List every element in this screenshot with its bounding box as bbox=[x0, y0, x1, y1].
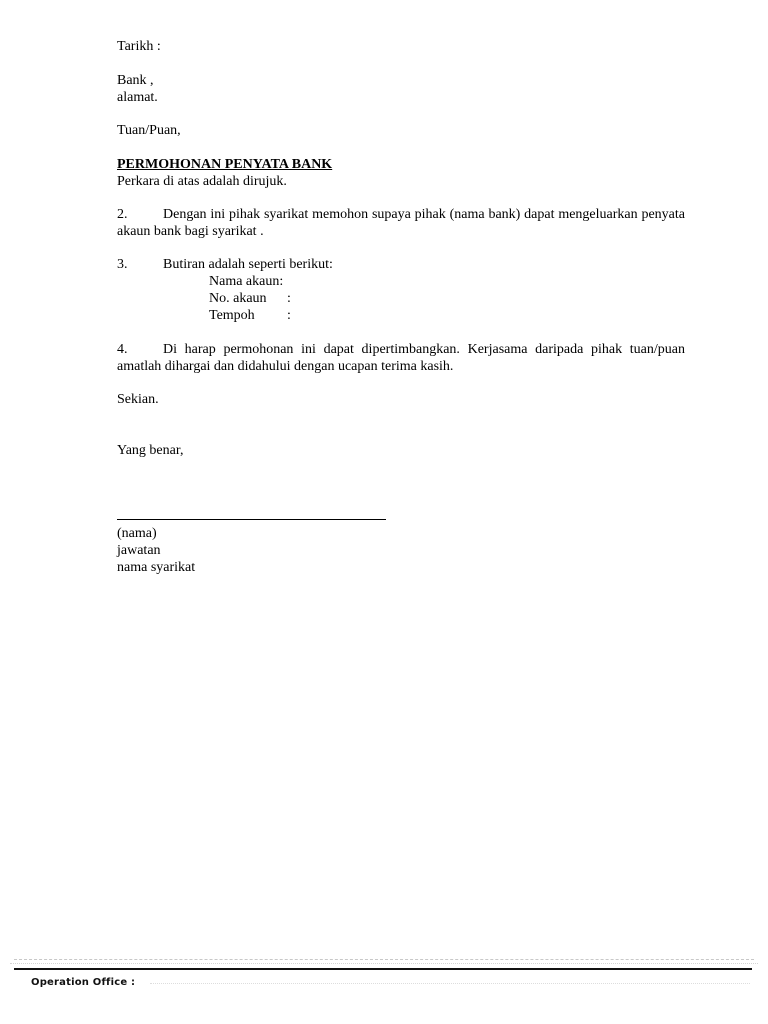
detail-row-account-number bbox=[209, 290, 291, 307]
recipient-address: alamat. bbox=[117, 90, 158, 105]
signatory-name: (nama) bbox=[117, 526, 157, 541]
detail-separator: : bbox=[287, 291, 291, 306]
paragraph-2 bbox=[117, 206, 685, 240]
detail-row-account-name bbox=[209, 273, 287, 290]
signature-line bbox=[117, 519, 386, 520]
recipient-bank: Bank , bbox=[117, 73, 154, 88]
detail-label: Nama akaun: bbox=[209, 274, 284, 289]
footer-dotted-line bbox=[150, 983, 750, 984]
detail-separator: : bbox=[287, 308, 291, 323]
subject-heading: PERMOHONAN PENYATA BANK bbox=[117, 157, 333, 172]
footer-faint-rule bbox=[14, 959, 754, 960]
salutation: Tuan/Puan, bbox=[117, 123, 181, 138]
footer-operation-office-label: Operation Office : bbox=[31, 977, 136, 988]
paragraph-number: 4. bbox=[117, 342, 128, 357]
detail-label: Tempoh bbox=[209, 308, 255, 323]
paragraph-text: Dengan ini pihak syarikat memohon supaya pihak (nama bank) dapat mengeluarkan penyata akaun bank bagi syarikat . bbox=[117, 207, 685, 239]
footer-faint-rule-2 bbox=[10, 963, 758, 964]
detail-row-period bbox=[209, 307, 291, 324]
paragraph-text: Butiran adalah seperti berikut: bbox=[163, 257, 333, 272]
date-label: Tarikh : bbox=[117, 39, 161, 54]
footer-rule bbox=[14, 968, 752, 970]
detail-label: No. akaun bbox=[209, 291, 267, 306]
paragraph-3 bbox=[117, 256, 333, 273]
signatory-position: jawatan bbox=[117, 543, 161, 558]
paragraph-4 bbox=[117, 341, 685, 375]
signatory-company: nama syarikat bbox=[117, 560, 196, 575]
closing: Sekian. bbox=[117, 392, 159, 407]
reference-line: Perkara di atas adalah dirujuk. bbox=[117, 174, 287, 189]
paragraph-number: 2. bbox=[117, 207, 128, 222]
paragraph-text: Di harap permohonan ini dapat dipertimbangkan. Kerjasama daripada pihak tuan/puan amatlah dihargai dan didahului dengan ucapan terima kasih. bbox=[117, 342, 685, 374]
paragraph-number: 3. bbox=[117, 257, 128, 272]
signoff: Yang benar, bbox=[117, 443, 184, 458]
